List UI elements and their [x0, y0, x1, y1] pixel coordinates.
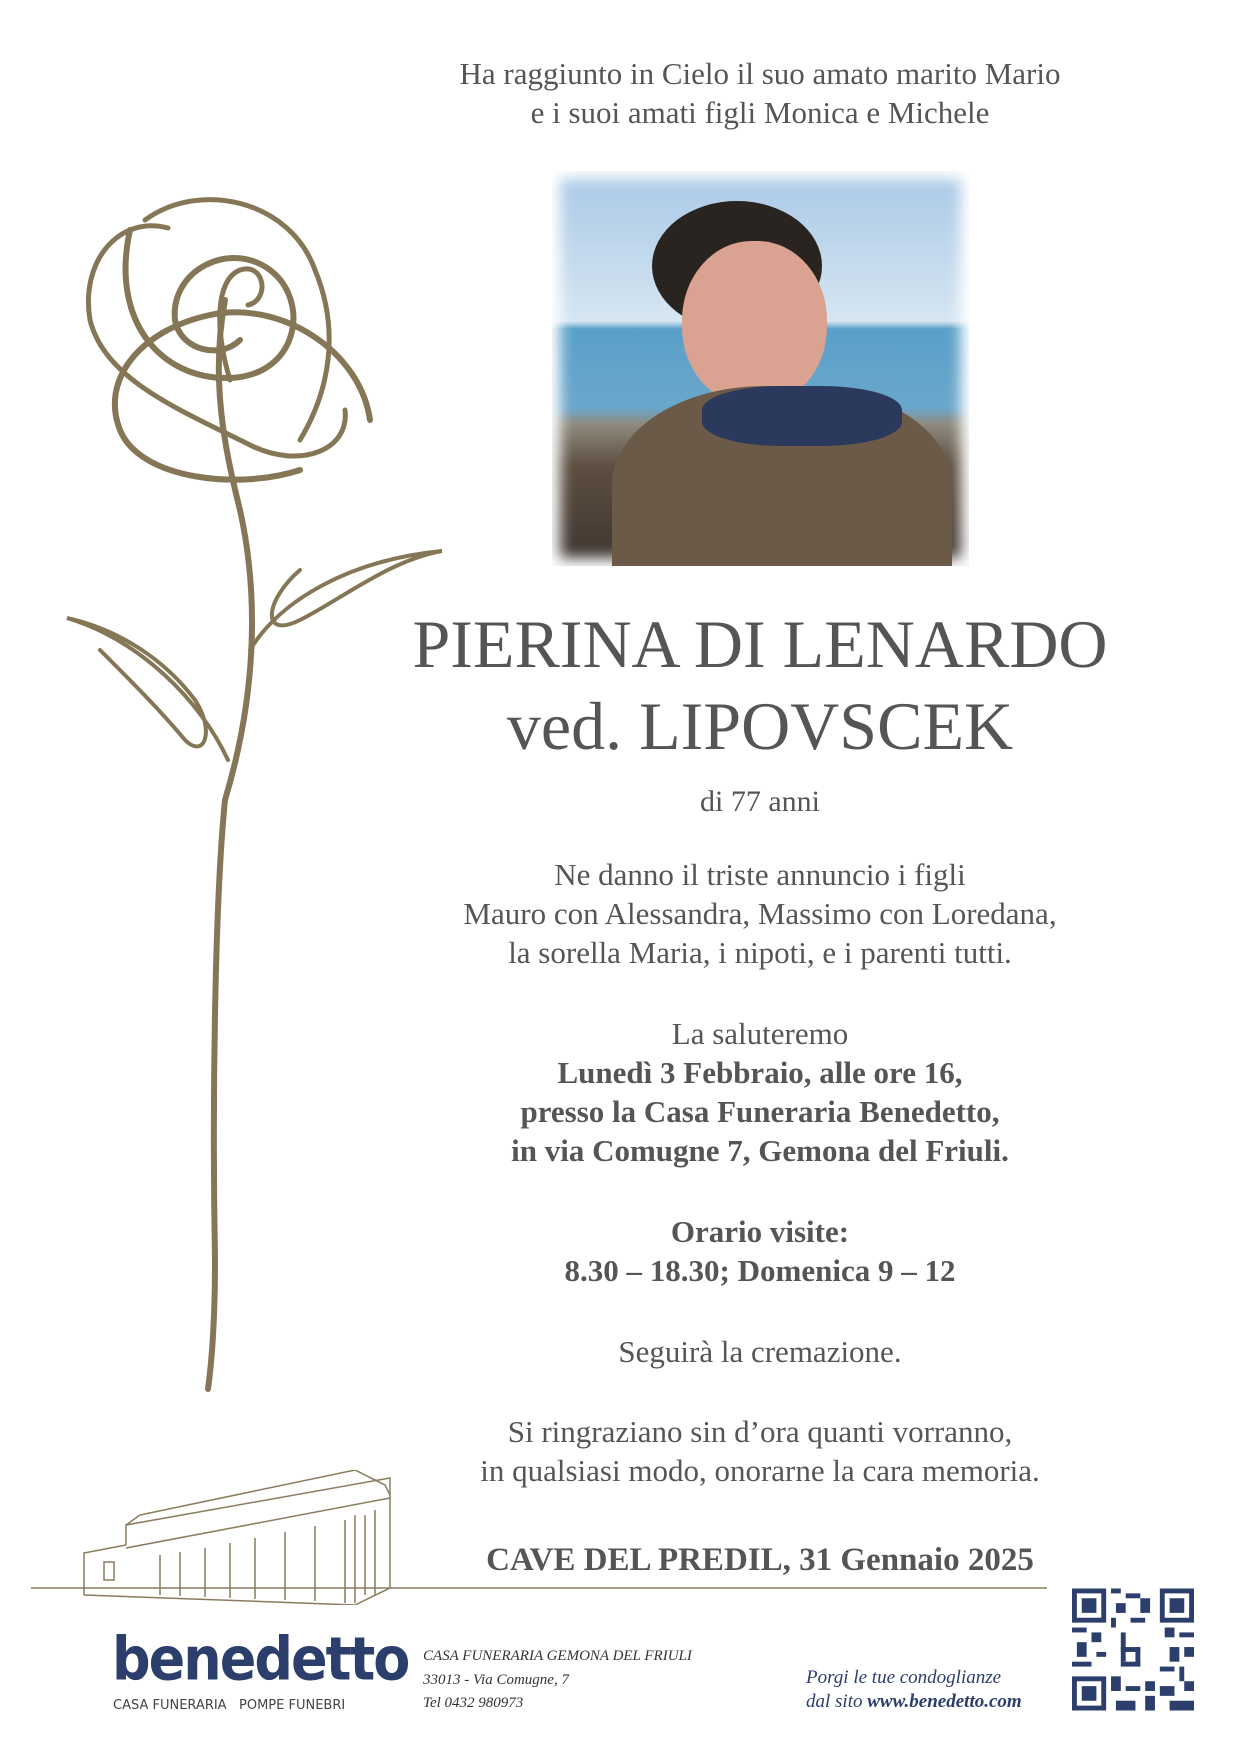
logo-sub-left: CASA FUNERARIA: [113, 1698, 227, 1713]
address-line: CASA FUNERARIA GEMONA DEL FRIULI: [423, 1648, 692, 1664]
deceased-name: PIERINA DI LENARDO: [412, 606, 1108, 682]
ceremony-intro: La saluteremo: [671, 1016, 849, 1051]
website-link[interactable]: www.benedetto.com: [867, 1691, 1022, 1712]
header-line-2: e i suoi amati figli Monica e Michele: [530, 95, 990, 130]
qr-code[interactable]: [1072, 1588, 1194, 1711]
funeral-home-address: [423, 1645, 692, 1716]
visits-hours: 8.30 – 18.30; Domenica 9 – 12: [564, 1253, 956, 1288]
site-prefix: dal sito: [806, 1691, 863, 1712]
announcement-line: Ne danno il triste annuncio i figli: [554, 857, 966, 892]
address-line: 33013 - Via Comugne, 7: [423, 1671, 569, 1688]
logo-subtitle: [113, 1698, 345, 1714]
thanks-line: in qualsiasi modo, onorarne la cara memoria.: [480, 1453, 1040, 1488]
ceremony-line: Lunedì 3 Febbraio, alle ore 16,: [557, 1055, 963, 1090]
place-date: CAVE DEL PREDIL, 31 Gennaio 2025: [486, 1542, 1034, 1578]
condolences-note: [806, 1666, 1022, 1714]
benedetto-logo: benedetto: [112, 1624, 409, 1694]
ceremony-line: presso la Casa Funeraria Benedetto,: [520, 1094, 1000, 1129]
deceased-widow-of: ved. LIPOVSCEK: [506, 688, 1014, 764]
address-line: Tel 0432 980973: [423, 1695, 524, 1711]
ceremony-line: in via Comugne 7, Gemona del Friuli.: [511, 1133, 1009, 1168]
announcement-line: la sorella Maria, i nipoti, e i parenti tutti.: [508, 935, 1012, 970]
condolences-text: Porgi le tue condoglianze: [806, 1667, 1002, 1688]
logo-sub-right: POMPE FUNEBRI: [239, 1698, 346, 1713]
header-line-1: Ha raggiunto in Cielo il suo amato marito Mario: [459, 56, 1061, 91]
deceased-age: di 77 anni: [700, 785, 820, 818]
visits-title: Orario visite:: [670, 1214, 850, 1249]
photo-scarf: [702, 386, 902, 446]
thanks-line: Si ringraziano sin d’ora quanti vorranno,: [507, 1414, 1013, 1449]
photo-face: [682, 241, 827, 406]
deceased-photo: [552, 171, 969, 566]
building-illustration: [0, 1470, 1060, 1605]
announcement-line: Mauro con Alessandra, Massimo con Loredana,: [463, 896, 1057, 931]
cremation-note: Seguirà la cremazione.: [618, 1334, 902, 1369]
